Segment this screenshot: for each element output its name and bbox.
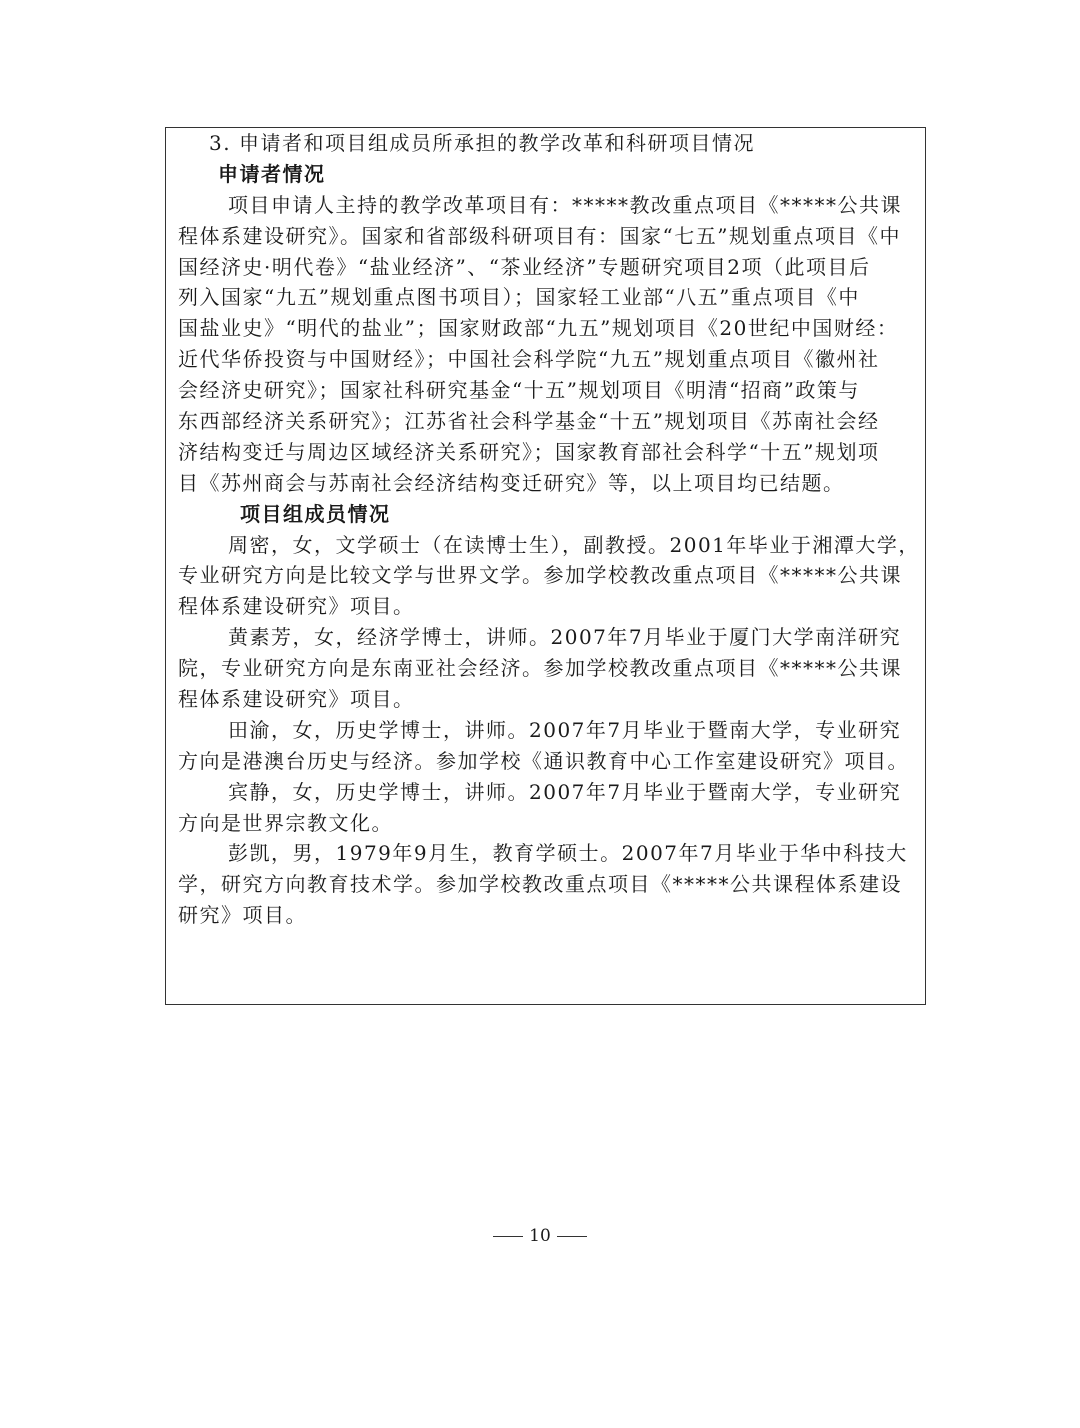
paragraph-line: 学，研究方向教育技术学。参加学校教改重点项目《*****公共课程体系建设 bbox=[178, 872, 902, 897]
paragraph-line: 国盐业史》“明代的盐业”；国家财政部“九五”规划项目《20世纪中国财经： bbox=[178, 316, 899, 341]
document-body bbox=[178, 128, 920, 931]
member-paragraph bbox=[178, 530, 920, 623]
paragraph-line: 方向是世界宗教文化。 bbox=[178, 810, 393, 835]
member-paragraph bbox=[178, 715, 913, 777]
paragraph-line: 黄素芳，女，经济学博士，讲师。2007年7月毕业于厦门大学南洋研究 bbox=[228, 625, 902, 650]
paragraph-line: 程体系建设研究》。国家和省部级科研项目有：国家“七五”规划重点项目《中 bbox=[178, 223, 901, 248]
paragraph-line: 目《苏州商会与苏南社会经济结构变迁研究》等，以上项目均已结题。 bbox=[178, 470, 845, 495]
member-paragraph bbox=[178, 838, 913, 931]
paragraph-line: 近代华侨投资与中国财经》；中国社会科学院“九五”规划重点项目《徽州社 bbox=[178, 347, 880, 372]
paragraph-line: 研究》项目。 bbox=[178, 903, 307, 928]
paragraph-line: 东西部经济关系研究》；江苏省社会科学基金“十五”规划项目《苏南社会经 bbox=[178, 409, 880, 434]
paragraph-line: 院，专业研究方向是东南亚社会经济。参加学校教改重点项目《*****公共课 bbox=[178, 656, 902, 681]
paragraph-line: 程体系建设研究》项目。 bbox=[178, 594, 415, 619]
paragraph-line: 宾静，女，历史学博士，讲师。2007年7月毕业于暨南大学，专业研究 bbox=[228, 779, 902, 804]
section-title: 3. 申请者和项目组成员所承担的教学改革和科研项目情况 bbox=[209, 131, 755, 155]
applicant-paragraph bbox=[178, 190, 913, 499]
paragraph-line: 会经济史研究》；国家社科研究基金“十五”规划项目《明清“招商”政策与 bbox=[178, 378, 860, 403]
paragraph-line: 列入国家“九五”规划重点图书项目）；国家轻工业部“八五”重点项目《中 bbox=[178, 285, 860, 310]
footer-dash-right bbox=[557, 1236, 587, 1237]
page-footer bbox=[0, 1226, 1080, 1246]
member-paragraph bbox=[178, 777, 913, 839]
paragraph-line: 程体系建设研究》项目。 bbox=[178, 687, 415, 712]
footer-dash-left bbox=[493, 1236, 523, 1237]
paragraph-line: 国经济史·明代卷》“盐业经济”、“茶业经济”专题研究项目2项（此项目后 bbox=[178, 254, 871, 279]
applicant-heading: 申请者情况 bbox=[218, 161, 326, 186]
members-heading: 项目组成员情况 bbox=[240, 501, 391, 526]
paragraph-line: 济结构变迁与周边区域经济关系研究》；国家教育部社会科学“十五”规划项 bbox=[178, 439, 880, 464]
paragraph-line: 项目申请人主持的教学改革项目有：*****教改重点项目《*****公共课 bbox=[228, 192, 902, 217]
member-paragraph bbox=[178, 622, 913, 715]
paragraph-line: 方向是港澳台历史与经济。参加学校《通识教育中心工作室建设研究》项目。 bbox=[178, 748, 909, 773]
paragraph-line: 专业研究方向是比较文学与世界文学。参加学校教改重点项目《*****公共课 bbox=[178, 563, 902, 588]
paragraph-line: 田渝，女，历史学博士，讲师。2007年7月毕业于暨南大学，专业研究 bbox=[228, 717, 902, 742]
paragraph-line: 周密，女，文学硕士（在读博士生），副教授。2001年毕业于湘潭大学， bbox=[228, 532, 920, 557]
paragraph-line: 彭凯，男，1979年9月生，教育学硕士。2007年7月毕业于华中科技大 bbox=[228, 841, 908, 866]
page-number: 10 bbox=[529, 1226, 551, 1246]
